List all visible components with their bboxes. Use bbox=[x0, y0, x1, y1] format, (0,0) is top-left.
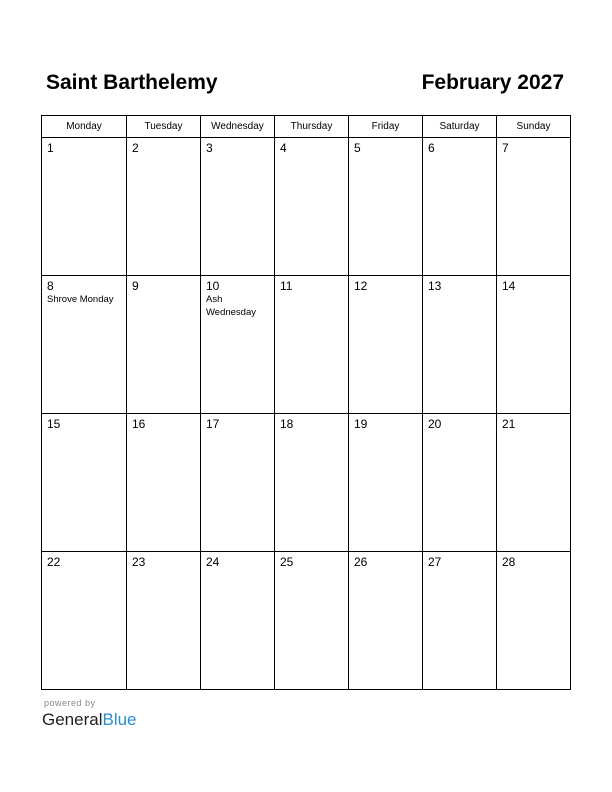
day-cell bbox=[42, 552, 127, 690]
day-number: 2 bbox=[132, 141, 139, 155]
brand-logo[interactable] bbox=[42, 710, 137, 730]
day-cell bbox=[497, 414, 571, 552]
day-cell bbox=[423, 138, 497, 276]
day-cell bbox=[275, 414, 349, 552]
calendar-grid bbox=[41, 115, 571, 690]
day-number: 25 bbox=[280, 555, 294, 569]
weekday-header: Sunday bbox=[497, 116, 571, 138]
day-number: 4 bbox=[280, 141, 287, 155]
day-number: 24 bbox=[206, 555, 220, 569]
holiday-label: Shrove Monday bbox=[47, 294, 114, 305]
day-number: 5 bbox=[354, 141, 361, 155]
day-cell bbox=[127, 138, 201, 276]
calendar-country-title: Saint Barthelemy bbox=[46, 71, 218, 94]
day-number: 22 bbox=[47, 555, 61, 569]
brand-logo-general: General bbox=[42, 710, 103, 729]
day-number: 13 bbox=[428, 279, 442, 293]
day-number: 17 bbox=[206, 417, 220, 431]
day-number: 23 bbox=[132, 555, 146, 569]
day-cell bbox=[275, 552, 349, 690]
day-cell bbox=[349, 138, 423, 276]
day-cell bbox=[497, 138, 571, 276]
day-cell bbox=[127, 276, 201, 414]
day-number: 19 bbox=[354, 417, 368, 431]
day-cell bbox=[349, 552, 423, 690]
day-cell bbox=[349, 414, 423, 552]
day-number: 21 bbox=[502, 417, 516, 431]
day-cell bbox=[42, 414, 127, 552]
weekday-header: Friday bbox=[349, 116, 423, 138]
day-number: 28 bbox=[502, 555, 516, 569]
calendar-month-title: February 2027 bbox=[421, 71, 564, 94]
day-cell bbox=[423, 414, 497, 552]
day-cell bbox=[201, 276, 275, 414]
day-cell bbox=[201, 414, 275, 552]
day-number: 1 bbox=[47, 141, 54, 155]
weekday-header: Monday bbox=[42, 116, 127, 138]
week-row bbox=[42, 414, 571, 552]
day-number: 3 bbox=[206, 141, 213, 155]
weekday-header: Saturday bbox=[423, 116, 497, 138]
brand-logo-blue: Blue bbox=[102, 710, 137, 729]
day-number: 10 bbox=[206, 279, 220, 293]
week-row bbox=[42, 276, 571, 414]
holiday-label: Ash Wednesday bbox=[206, 294, 256, 318]
day-number: 12 bbox=[354, 279, 368, 293]
day-cell bbox=[497, 552, 571, 690]
day-cell bbox=[275, 276, 349, 414]
day-number: 14 bbox=[502, 279, 516, 293]
day-cell bbox=[42, 138, 127, 276]
week-row bbox=[42, 552, 571, 690]
day-cell bbox=[42, 276, 127, 414]
day-number: 16 bbox=[132, 417, 146, 431]
day-number: 20 bbox=[428, 417, 442, 431]
week-row bbox=[42, 138, 571, 276]
weekday-header: Thursday bbox=[275, 116, 349, 138]
weekday-header-row bbox=[42, 116, 571, 138]
day-cell bbox=[127, 552, 201, 690]
day-number: 7 bbox=[502, 141, 509, 155]
weekday-header: Tuesday bbox=[127, 116, 201, 138]
powered-by-label: powered by bbox=[44, 698, 96, 708]
day-cell bbox=[201, 138, 275, 276]
day-number: 15 bbox=[47, 417, 61, 431]
day-number: 11 bbox=[280, 279, 293, 293]
day-number: 26 bbox=[354, 555, 368, 569]
day-number: 6 bbox=[428, 141, 435, 155]
day-cell bbox=[423, 276, 497, 414]
day-number: 8 bbox=[47, 279, 54, 293]
day-number: 9 bbox=[132, 279, 139, 293]
weekday-header: Wednesday bbox=[201, 116, 275, 138]
day-cell bbox=[201, 552, 275, 690]
day-number: 18 bbox=[280, 417, 294, 431]
day-number: 27 bbox=[428, 555, 442, 569]
day-cell bbox=[497, 276, 571, 414]
day-cell bbox=[423, 552, 497, 690]
day-cell bbox=[275, 138, 349, 276]
day-cell bbox=[349, 276, 423, 414]
day-cell bbox=[127, 414, 201, 552]
